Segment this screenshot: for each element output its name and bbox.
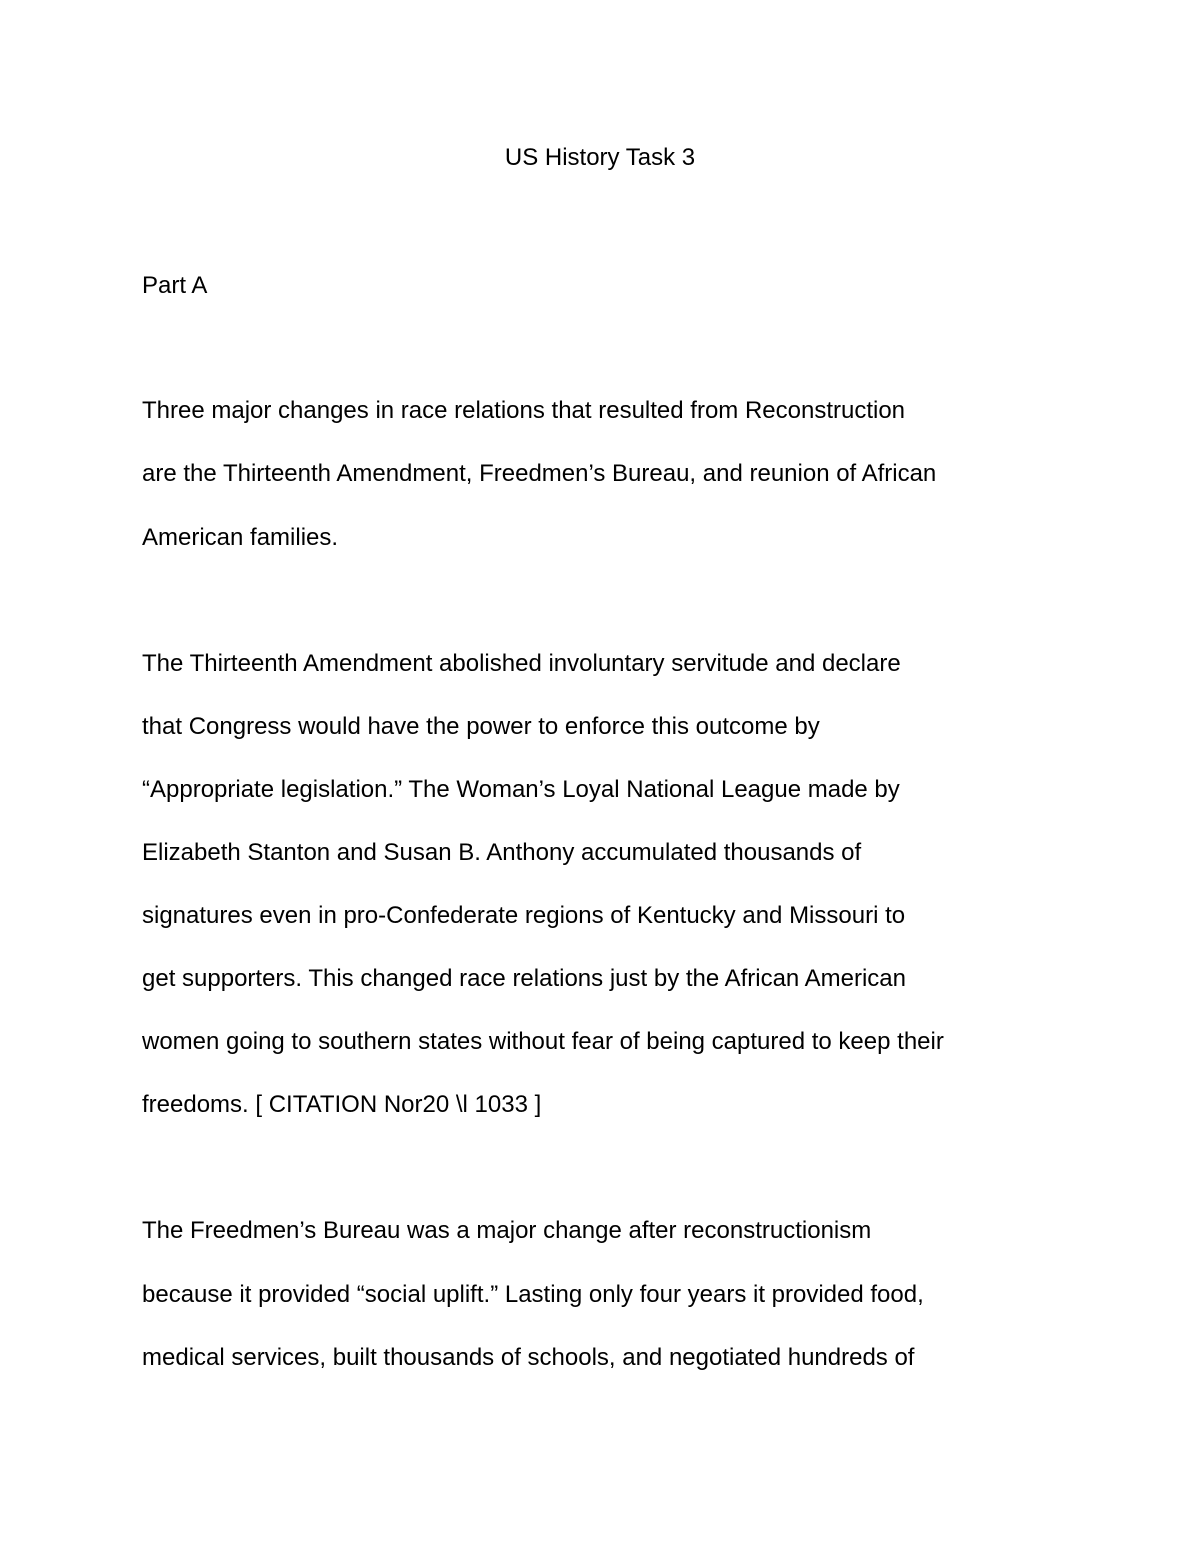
- section-heading: Part A: [142, 272, 208, 299]
- paragraph-line: freedoms. [ CITATION Nor20 \l 1033 ]: [142, 1091, 542, 1118]
- document-title: US History Task 3: [504, 144, 696, 171]
- paragraph-line: women going to southern states without fear of being captured to keep their: [142, 1028, 944, 1055]
- paragraph-line: are the Thirteenth Amendment, Freedmen’s Bureau, and reunion of African: [142, 460, 937, 487]
- paragraph-line: American families.: [142, 524, 339, 551]
- paragraph-line: Elizabeth Stanton and Susan B. Anthony accumulated thousands of: [142, 839, 862, 866]
- paragraph-line: because it provided “social uplift.” Lasting only four years it provided food,: [142, 1281, 924, 1308]
- paragraph-line: “Appropriate legislation.” The Woman’s Loyal National League made by: [142, 776, 900, 803]
- paragraph-line: Three major changes in race relations that resulted from Reconstruction: [142, 397, 906, 424]
- paragraph-line: The Thirteenth Amendment abolished involuntary servitude and declare: [142, 650, 901, 677]
- paragraph-line: that Congress would have the power to enforce this outcome by: [142, 713, 820, 740]
- paragraph-line: The Freedmen’s Bureau was a major change after reconstructionism: [142, 1217, 872, 1244]
- paragraph-line: medical services, built thousands of schools, and negotiated hundreds of: [142, 1344, 915, 1371]
- paragraph-line: get supporters. This changed race relations just by the African American: [142, 965, 906, 992]
- paragraph-line: signatures even in pro-Confederate regions of Kentucky and Missouri to: [142, 902, 906, 929]
